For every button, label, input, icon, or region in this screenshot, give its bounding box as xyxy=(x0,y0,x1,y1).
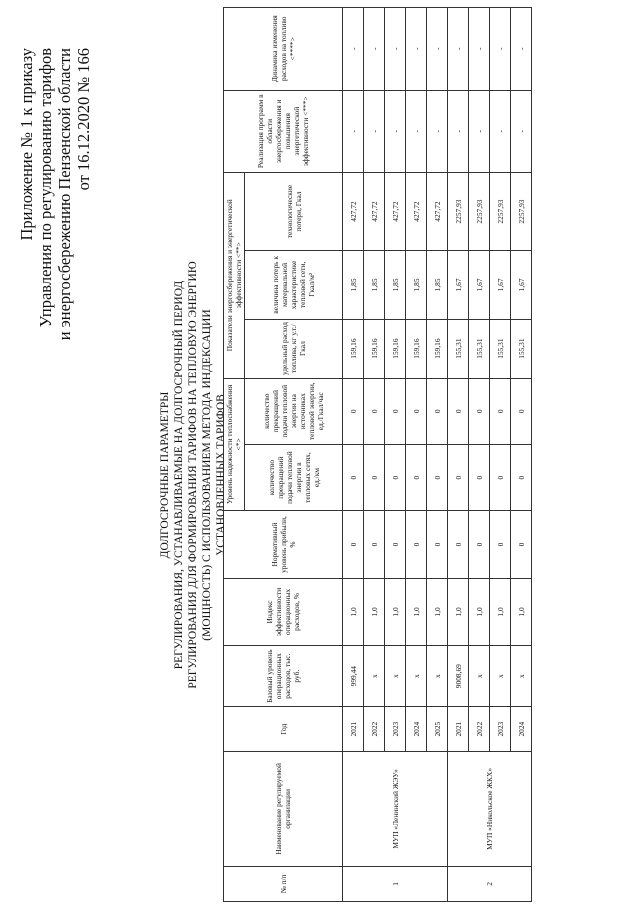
cell-base-opex: х xyxy=(427,646,448,707)
cell-fuel-rate: 155,31 xyxy=(448,319,469,378)
cell-rel-sources: 0 xyxy=(490,378,511,444)
cell-year: 2024 xyxy=(511,707,532,752)
cell-rel-networks: 0 xyxy=(385,444,406,510)
cell-efficiency-index: 1,0 xyxy=(364,578,385,645)
cell-rel-networks: 0 xyxy=(469,444,490,510)
cell-profit: 0 xyxy=(364,511,385,578)
title-line: УСТАНОВЛЕННЫХ ТАРИФОВ xyxy=(215,394,227,556)
cell-year: 2023 xyxy=(385,707,406,752)
cell-tech-losses: 2257,93 xyxy=(511,172,532,250)
cell-loss-ratio: 1,85 xyxy=(385,251,406,320)
cell-rel-sources: 0 xyxy=(427,378,448,444)
header-fuel-rate: удельный расход топлива, кг у.т./Гкал xyxy=(245,319,343,378)
cell-base-opex: х xyxy=(490,646,511,707)
header-reliability-group: Уровень надежности теплоснабжения <*> xyxy=(224,378,245,511)
cell-fuel-rate: 159,16 xyxy=(364,319,385,378)
cell-rel-sources: 0 xyxy=(469,378,490,444)
cell-loss-ratio: 1,67 xyxy=(448,251,469,320)
cell-profit: 0 xyxy=(406,511,427,578)
cell-base-opex: х xyxy=(364,646,385,707)
cell-loss-ratio: 1,85 xyxy=(427,251,448,320)
header-profit: Нормативный уровень прибыли, % xyxy=(224,511,343,578)
header-rel-networks: количество прекращений подачи тепловой энергии в тепловых сетях, ед./км xyxy=(245,444,343,510)
cell-org-name: МУП «Никольское ЖКХ» xyxy=(448,752,532,867)
cell-profit: 0 xyxy=(385,511,406,578)
cell-efficiency-index: 1,0 xyxy=(406,578,427,645)
title-line: ДОЛГОСРОЧНЫЕ ПАРАМЕТРЫ xyxy=(159,391,171,559)
cell-profit: 0 xyxy=(427,511,448,578)
cell-base-opex: х xyxy=(385,646,406,707)
cell-base-opex: 9008,69 xyxy=(448,646,469,707)
cell-program: - xyxy=(406,90,427,172)
cell-rel-sources: 0 xyxy=(385,378,406,444)
header-efficiency-index: Индекс эффективности операционных расходов, % xyxy=(224,578,343,645)
cell-dynamics: - xyxy=(448,8,469,91)
cell-year: 2022 xyxy=(469,707,490,752)
table-row xyxy=(448,8,469,902)
title-line: РЕГУЛИРОВАНИЯ ДЛЯ ФОРМИРОВАНИЯ ТАРИФОВ НА ТЕПЛОВУЮ ЭНЕРГИЮ xyxy=(187,261,199,689)
cell-profit: 0 xyxy=(343,511,364,578)
cell-rel-sources: 0 xyxy=(448,378,469,444)
cell-tech-losses: 427,72 xyxy=(385,172,406,250)
appendix-note xyxy=(17,48,93,340)
cell-program: - xyxy=(511,90,532,172)
cell-rel-networks: 0 xyxy=(448,444,469,510)
cell-tech-losses: 2257,93 xyxy=(448,172,469,250)
cell-tech-losses: 2257,93 xyxy=(490,172,511,250)
cell-fuel-rate: 159,16 xyxy=(427,319,448,378)
cell-dynamics: - xyxy=(364,8,385,91)
cell-profit: 0 xyxy=(511,511,532,578)
appendix-line: Управления по регулированию тарифов xyxy=(36,48,55,328)
header-base-opex: Базовый уровень операционных расходов, тыс. руб. xyxy=(224,646,343,707)
cell-program: - xyxy=(385,90,406,172)
cell-dynamics: - xyxy=(511,8,532,91)
document-title xyxy=(158,215,228,735)
cell-loss-ratio: 1,85 xyxy=(364,251,385,320)
header-num: № п/п xyxy=(224,866,343,901)
cell-base-opex: х xyxy=(511,646,532,707)
cell-rel-sources: 0 xyxy=(364,378,385,444)
cell-profit: 0 xyxy=(448,511,469,578)
cell-fuel-rate: 155,31 xyxy=(469,319,490,378)
header-energy-group: Показатели энергосбережения и энергетической эффективности <**> xyxy=(224,172,245,378)
cell-dynamics: - xyxy=(490,8,511,91)
header-year: Год xyxy=(224,707,343,752)
cell-fuel-rate: 159,16 xyxy=(385,319,406,378)
cell-dynamics: - xyxy=(343,8,364,91)
cell-rel-sources: 0 xyxy=(406,378,427,444)
cell-rel-networks: 0 xyxy=(490,444,511,510)
header-program: Реализация программ в области энергосбережения и повышения энергетической эффективности <***> xyxy=(224,90,343,172)
header-org: Наименование регулируемой организации xyxy=(224,752,343,867)
cell-program: - xyxy=(469,90,490,172)
cell-num: 2 xyxy=(448,866,532,901)
cell-rel-sources: 0 xyxy=(343,378,364,444)
cell-year: 2021 xyxy=(343,707,364,752)
appendix-line: от 16.12.2020 № 166 xyxy=(74,48,93,191)
cell-dynamics: - xyxy=(385,8,406,91)
cell-efficiency-index: 1,0 xyxy=(511,578,532,645)
cell-loss-ratio: 1,85 xyxy=(406,251,427,320)
cell-program: - xyxy=(343,90,364,172)
cell-loss-ratio: 1,67 xyxy=(490,251,511,320)
header-rel-sources: количество прекращений подачи тепловой энергии на источниках тепловой энергии, ед./Гкал/час xyxy=(245,378,343,444)
cell-num: 1 xyxy=(343,866,448,901)
cell-year: 2022 xyxy=(364,707,385,752)
cell-tech-losses: 427,72 xyxy=(343,172,364,250)
cell-profit: 0 xyxy=(469,511,490,578)
cell-efficiency-index: 1,0 xyxy=(385,578,406,645)
cell-rel-networks: 0 xyxy=(406,444,427,510)
cell-profit: 0 xyxy=(490,511,511,578)
parameters-table xyxy=(223,7,532,902)
cell-fuel-rate: 159,16 xyxy=(343,319,364,378)
cell-loss-ratio: 1,67 xyxy=(511,251,532,320)
cell-rel-networks: 0 xyxy=(364,444,385,510)
cell-tech-losses: 427,72 xyxy=(406,172,427,250)
cell-fuel-rate: 155,31 xyxy=(511,319,532,378)
cell-program: - xyxy=(448,90,469,172)
cell-rel-sources: 0 xyxy=(511,378,532,444)
cell-efficiency-index: 1,0 xyxy=(490,578,511,645)
cell-program: - xyxy=(427,90,448,172)
title-line: РЕГУЛИРОВАНИЯ, УСТАНАВЛИВАЕМЫЕ НА ДОЛГОСРОЧНЫЙ ПЕРИОД xyxy=(173,280,185,670)
table-row xyxy=(343,8,364,902)
cell-base-opex: х xyxy=(469,646,490,707)
cell-program: - xyxy=(490,90,511,172)
cell-year: 2025 xyxy=(427,707,448,752)
cell-year: 2024 xyxy=(406,707,427,752)
cell-tech-losses: 427,72 xyxy=(364,172,385,250)
table-body xyxy=(343,8,532,902)
header-dynamics: Динамика изменения расходов на топливо <****> xyxy=(224,8,343,91)
cell-loss-ratio: 1,67 xyxy=(469,251,490,320)
cell-base-opex: х xyxy=(406,646,427,707)
cell-tech-losses: 2257,93 xyxy=(469,172,490,250)
cell-tech-losses: 427,72 xyxy=(427,172,448,250)
cell-dynamics: - xyxy=(406,8,427,91)
cell-year: 2021 xyxy=(448,707,469,752)
cell-org-name: МУП «Ленинский ЖЭУ» xyxy=(343,752,448,867)
cell-efficiency-index: 1,0 xyxy=(448,578,469,645)
header-loss-ratio: величина потерь к материальной характеристике тепловой сети, Гкал/м² xyxy=(245,251,343,320)
cell-dynamics: - xyxy=(427,8,448,91)
appendix-line: и энергосбережению Пензенской области xyxy=(55,48,74,341)
cell-efficiency-index: 1,0 xyxy=(343,578,364,645)
cell-fuel-rate: 159,16 xyxy=(406,319,427,378)
cell-efficiency-index: 1,0 xyxy=(469,578,490,645)
header-tech-losses: технологические потери, Гкал xyxy=(245,172,343,250)
cell-rel-networks: 0 xyxy=(427,444,448,510)
appendix-line: Приложение № 1 к приказу xyxy=(17,48,36,241)
cell-loss-ratio: 1,85 xyxy=(343,251,364,320)
cell-efficiency-index: 1,0 xyxy=(427,578,448,645)
cell-program: - xyxy=(364,90,385,172)
cell-fuel-rate: 155,31 xyxy=(490,319,511,378)
cell-rel-networks: 0 xyxy=(511,444,532,510)
title-line: (МОЩНОСТЬ) С ИСПОЛЬЗОВАНИЕМ МЕТОДА ИНДЕКСАЦИИ xyxy=(201,309,213,641)
cell-year: 2023 xyxy=(490,707,511,752)
cell-dynamics: - xyxy=(469,8,490,91)
cell-rel-networks: 0 xyxy=(343,444,364,510)
cell-base-opex: 999,44 xyxy=(343,646,364,707)
